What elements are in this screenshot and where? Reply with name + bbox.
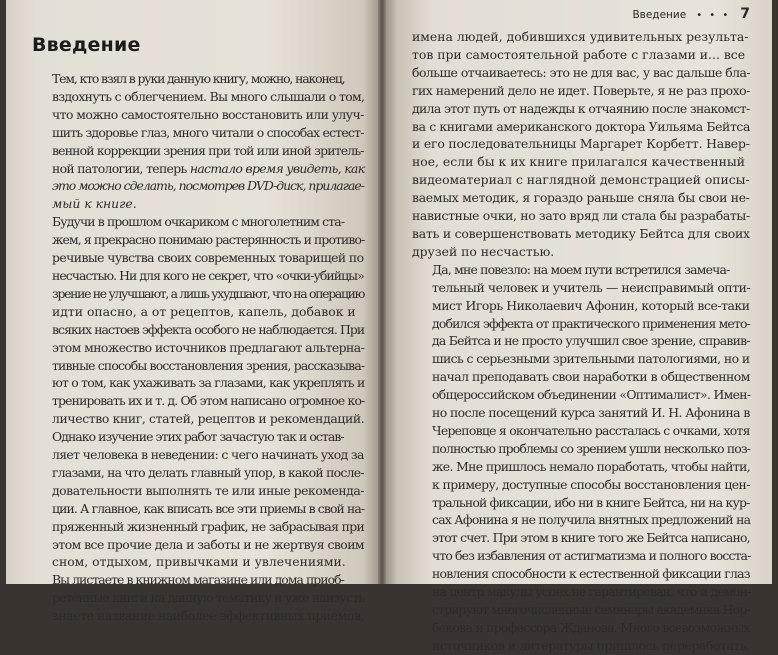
running-head-ornament: • • • (696, 10, 731, 21)
text-line: тельный человек и учитель — неисправимый опти- (432, 279, 751, 295)
text-line: общероссийском объединении «Оптималист». Имен- (432, 387, 751, 403)
text-line: имена людей, добившихся удивительных результа- (412, 29, 749, 44)
text-line: венной коррекции зрения при той или иной зритель- (52, 142, 364, 158)
text-line: ное, если бы к их книге прилагался качественный (412, 154, 745, 170)
paragraph (412, 261, 750, 655)
text-line: тренировать их и т. д. Об этом написано огромное ко- (52, 393, 365, 409)
text-line: Да, мне повезло: на моем пути встретился замеча- (432, 261, 730, 277)
text-line: источников и литературы пришлось переработать, (432, 637, 750, 653)
paragraph (32, 571, 364, 625)
paragraph (32, 213, 364, 428)
text-line: ва с книгами американского доктора Уильяма Бейтса (412, 118, 751, 134)
text-line: стрируют многочисленные семинары академика Нор- (432, 602, 750, 617)
left-page-body (32, 70, 364, 625)
text-line: сах Афонина я не получила внятных предложений на (432, 512, 751, 528)
text-line: же. Мне пришлось немало поработать, чтобы найти, (432, 458, 751, 474)
text-line: начал преподавать свои наработки в общественном (432, 369, 750, 385)
text-line: новления способности к естественной фиксации глаз (432, 566, 750, 582)
text-line: вздохнуть с облегчением. Вы много слышали о том, (52, 88, 365, 104)
paragraph (32, 70, 364, 213)
text-line: видеоматериал с наглядной демонстрацией описы- (412, 172, 750, 188)
text-line: личество книг, статей, рецептов и рекомендаций. (52, 411, 365, 427)
text-line: бекова и профессора Жданова. Много всевозможных (432, 619, 751, 635)
text-line: навистные очки, но зато вряд ли стала бы разрабаты- (412, 208, 750, 224)
text-line: ваемых методик, я гораздо раньше сняла бы свои не- (412, 190, 750, 206)
text-line: друзей по несчастью. (412, 243, 555, 259)
text-line: это можно сделать, посмотрев DVD-диск, прилагае- (52, 178, 364, 194)
text-line: шись с серьезными зрительными патологиями, но и (432, 351, 750, 367)
text-line: мист Игорь Николаевич Афонин, который все-таки (432, 297, 750, 313)
text-line: гих намерений дело не идет. Поверьте, я не раз прохо- (412, 82, 750, 98)
left-page (6, 0, 378, 624)
text-line: что можно самостоятельно восстановить или улуч- (52, 106, 364, 122)
text-line: ной патологии, теперь настало время увидеть, как (52, 160, 365, 176)
text-line: Будучи в прошлом очкариком с многолетним ста- (52, 214, 345, 230)
running-head-title: Введение (632, 9, 687, 21)
right-page (386, 0, 772, 653)
text-line: Однако изучение этих работ зачастую так и остав- (52, 429, 344, 445)
text-line: жем, я прекрасно понимаю растерянность и противо- (52, 232, 365, 248)
book-gutter (378, 0, 386, 584)
text-line: ют о том, как ухаживать за глазами, как укреплять и (52, 375, 365, 391)
text-line: тивные способы восстановления зрения, рассказыва- (52, 357, 365, 373)
text-line: мый к книге. (52, 196, 137, 212)
text-line: полностью проблемы со зрением ушли несколько поз- (432, 440, 751, 456)
text-line: всяких настоев эффекта особого не наблюдается. При (52, 321, 365, 337)
text-line: тов при самостоятельной работе с глазами и... все (412, 46, 746, 62)
text-line: идти опасно, а от рецептов, капель, добавок и (52, 303, 356, 319)
text-line: сном, отдыхом, привычками и увлечениями. (52, 554, 346, 570)
text-line: речивые чувства своих современных товарищей по (52, 250, 364, 266)
text-line: больше отчаиваетесь: это не для вас, у вас дальше бла- (412, 64, 751, 80)
text-line: но после посещений курса занятий И. Н. Афонина в (432, 405, 750, 421)
text-line: Тем, кто взял в руки данную книгу, можно, наконец, (52, 71, 345, 86)
text-line: да Бейтса и не просто улучшил свое зрение, справив- (432, 333, 750, 349)
text-line: глазами, на что делать главный упор, в какой после- (52, 464, 364, 480)
text-line: этот счет. При этом в книге того же Бейтса написано, (432, 530, 750, 546)
text-line: шить здоровье глаз, много читали о способах естест- (52, 124, 364, 140)
text-line: пряженный жизненный график, не забрасывая при (52, 518, 365, 534)
text-line: что без избавления от астигматизма и полного восста- (432, 548, 751, 564)
page-number: 7 (740, 6, 750, 22)
text-line: этом все прочие дела и заботы и не жертвуя своим (52, 536, 365, 552)
text-line: добился эффекта от практического применения мето- (432, 315, 750, 331)
text-line: несчастью. Ни для кого не секрет, что «очки-убийцы» (52, 267, 364, 283)
text-line: тральной фиксации, ибо ни в книге Бейтса, ни на кур- (432, 494, 750, 510)
paragraph (412, 28, 750, 261)
text-line: на центр макулы успех не гарантирован, что и демон- (432, 584, 751, 600)
text-line: ляет человека в неведении: с чего начинать уход за (52, 447, 364, 463)
text-line: дила этот путь от надежды к отчаянию после знакомст- (412, 100, 750, 116)
text-line: Череповце я окончательно рассталась с очками, хотя (432, 422, 750, 438)
text-line: ретенные книги на данную тематику и уже наизусть (52, 590, 365, 606)
text-line: и его последовательницы Маргарет Корбетт. Навер- (412, 136, 750, 152)
text-line: Вы листаете в книжном магазине или дома приоб- (52, 572, 344, 588)
text-line: зрение не улучшают, а лишь ухудшают, что на операцию (52, 285, 365, 301)
running-head (412, 6, 750, 22)
text-line: знаете название наиболее эффективных приемов, (52, 608, 365, 624)
text-line: довательности выполнять те или иные рекоменда- (52, 482, 365, 498)
right-page-body (412, 28, 750, 655)
text-line: этом множество источников предлагают альтерна- (52, 339, 365, 355)
text-line: вать и совершенствовать методику Бейтса для своих (412, 225, 750, 241)
paragraph (32, 428, 364, 571)
chapter-title: Введение (32, 34, 141, 56)
text-line: к примеру, доступные способы восстановления цен- (432, 476, 750, 492)
text-line: ции. А главное, как вписать все эти приемы в свой на- (52, 500, 365, 516)
